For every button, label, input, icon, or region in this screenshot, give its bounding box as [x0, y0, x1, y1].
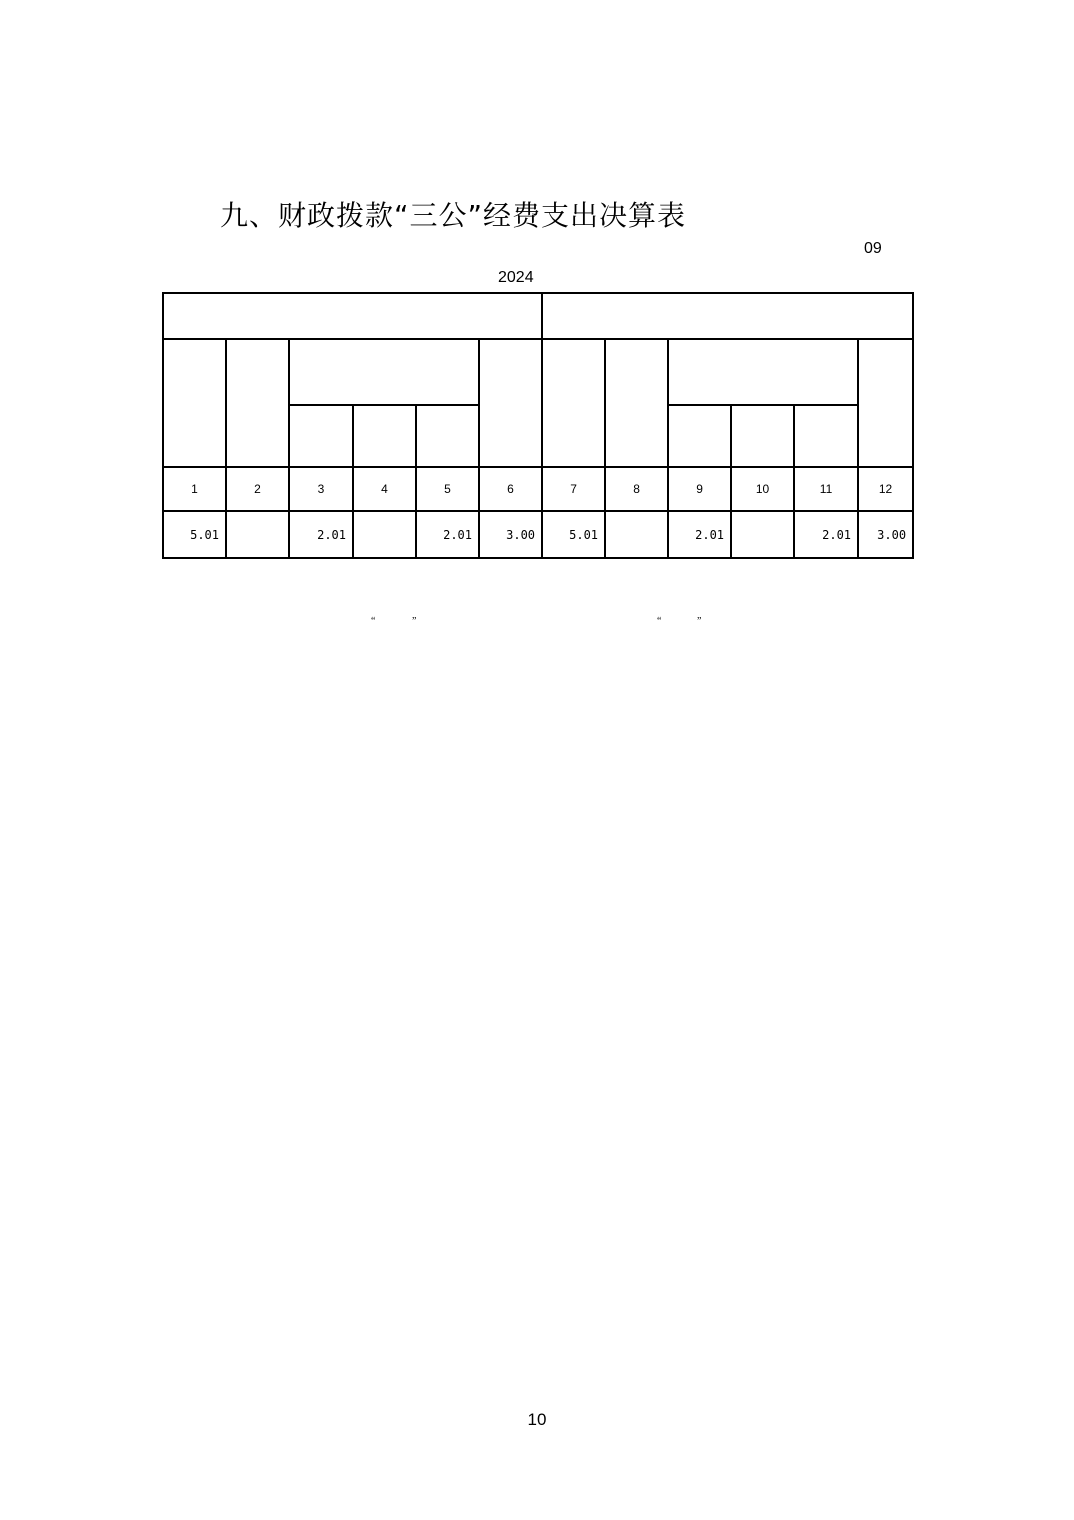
- page-title: 九、财政拨款“三公”经费支出决算表: [220, 199, 687, 232]
- table-cell: [731, 511, 794, 558]
- column-number: 1: [163, 467, 226, 511]
- budget-group-header: [163, 293, 542, 339]
- header-cell-vehicle-subtotal-budget: [289, 405, 353, 467]
- header-cell-vehicle-operation-actual: [794, 405, 858, 467]
- column-number: 9: [668, 467, 731, 511]
- note-quote-open: “: [657, 616, 662, 627]
- report-year: 2024: [498, 269, 534, 286]
- table-cell: 3.00: [858, 511, 913, 558]
- header-cell-vehicle-purchase-budget: [353, 405, 416, 467]
- column-number: 10: [731, 467, 794, 511]
- header-cell-reception-budget: [479, 339, 542, 467]
- column-number: 11: [794, 467, 858, 511]
- note-quote-close: ”: [412, 616, 417, 627]
- table-cell: [605, 511, 668, 558]
- column-number: 7: [542, 467, 605, 511]
- header-cell-reception-actual: [858, 339, 913, 467]
- table-cell: 2.01: [668, 511, 731, 558]
- table-header-row-1: [163, 293, 913, 339]
- column-number: 8: [605, 467, 668, 511]
- column-number: 3: [289, 467, 353, 511]
- header-cell-vehicle-operation-budget: [416, 405, 479, 467]
- column-number: 6: [479, 467, 542, 511]
- column-number: 12: [858, 467, 913, 511]
- note-quote-open: “: [371, 616, 376, 627]
- column-number: 2: [226, 467, 289, 511]
- form-number: 09: [864, 240, 882, 257]
- column-number-row: [163, 467, 913, 511]
- header-cell-vehicle-actual: [668, 339, 858, 405]
- table-cell: 3.00: [479, 511, 542, 558]
- table-cell: [353, 511, 416, 558]
- header-cell-abroad-actual: [605, 339, 668, 467]
- header-cell-abroad-budget: [226, 339, 289, 467]
- actual-group-header: [542, 293, 913, 339]
- column-number: 5: [416, 467, 479, 511]
- table-cell: 5.01: [163, 511, 226, 558]
- table-cell: [226, 511, 289, 558]
- table-row: [163, 511, 913, 558]
- table-cell: 2.01: [794, 511, 858, 558]
- table-cell: 2.01: [289, 511, 353, 558]
- three-public-expenses-table: [162, 292, 914, 559]
- header-cell-vehicle-purchase-actual: [731, 405, 794, 467]
- page-number: 10: [527, 1410, 547, 1429]
- table-cell: 2.01: [416, 511, 479, 558]
- table-header-row-2: [163, 339, 913, 405]
- header-cell-vehicle-budget: [289, 339, 479, 405]
- header-cell-total-budget: [163, 339, 226, 467]
- column-number: 4: [353, 467, 416, 511]
- header-cell-vehicle-subtotal-actual: [668, 405, 731, 467]
- table-cell: 5.01: [542, 511, 605, 558]
- note-quote-close: ”: [697, 616, 702, 627]
- header-cell-total-actual: [542, 339, 605, 467]
